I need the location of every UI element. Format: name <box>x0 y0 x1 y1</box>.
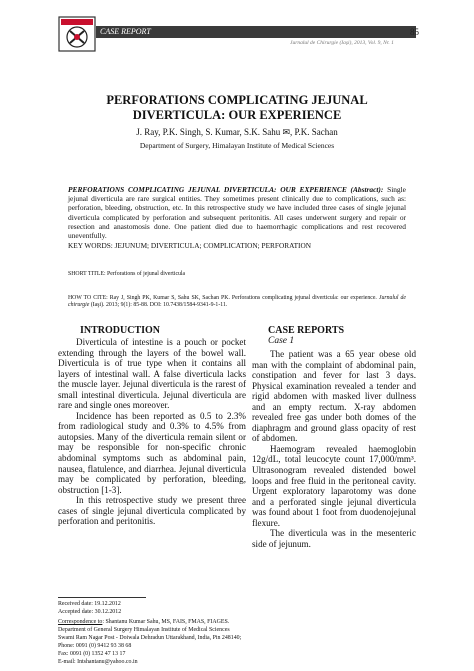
footer-address: Swami Ram Nagar Post - Doiwala Dehradun Uttarakhand, India, Pin 248140; <box>58 635 242 641</box>
cite-rest: (Iaşi). 2013; 9(1): 85-88. DOI: 10.7438/1584-9341-9-1-11. <box>90 302 228 309</box>
case-paragraph-3: The diverticula was in the mesenteric side of jejunum. <box>252 528 416 549</box>
intro-paragraph-2: Incidence has been reported as 0.5 to 2.3% from radiological study and 0.3% to 4.5% from autopsies. Many of the diverticula remain silent or may be responsible for non-specific chronic abdominal symptoms such as abdominal pain, nausea, flatulence, and diarrhea. Jejunal diverticula may be complicated by perforation, bleeding, obstruction [1-3]. <box>58 410 246 495</box>
introduction-heading: INTRODUCTION <box>80 325 161 336</box>
title-line-2: DIVERTICULA: OUR EXPERIENCE <box>132 108 342 122</box>
title-line-1: PERFORATIONS COMPLICATING JEJUNAL <box>106 93 368 107</box>
abstract-label: (Abstract): <box>350 185 384 194</box>
journal-logo <box>58 16 96 52</box>
how-to-cite <box>68 295 406 309</box>
received-date: Received date: 19.12.2012 <box>58 601 121 607</box>
intro-paragraph-3: In this retrospective study we present three cases of single jejunal diverticula complicated by perforation and peritonitis. <box>58 495 246 527</box>
case-reports-heading: CASE REPORTS <box>268 325 345 336</box>
case-paragraph-2: Haemogram revealed haemoglobin 12g/dL, total leucocyte count 17,000/mm³. Ultrasonogram revealed distended bowel loops and free fluid in the peritoneal cavity. Urgent exploratory laparotomy was done and a perforated single jejunal diverticula was found about 1 foot from duodenojejunal flexure. <box>252 443 416 528</box>
footer-department: Department of General Surgery Himalayan Institute of Medical Sciences <box>58 627 230 633</box>
accepted-date: Accepted date: 30.12.2012 <box>58 609 122 615</box>
case-reports-body <box>252 349 416 549</box>
journal-citation: Jurnalul de Chirurgie (Iaşi), 2013, Vol. 9, Nr. 1 <box>290 40 394 46</box>
section-label: CASE REPORT <box>100 27 151 36</box>
abstract <box>68 185 406 240</box>
correspondence <box>58 619 229 626</box>
introduction-body <box>58 337 246 527</box>
footer-email[interactable]: E-mail: Intshantanu@yahoo.co.in <box>58 659 138 665</box>
keywords: KEY WORDS: JEJUNUM; DIVERTICULA; COMPLICATION; PERFORATION <box>68 241 312 250</box>
correspondence-label: Correspondence to <box>58 619 103 625</box>
footer-phone: Phone: 0091 (0) 9412 93 38 68 <box>58 643 132 649</box>
case-paragraph-1: The patient was a 65 year obese old man with the complaint of abdominal pain, constipation and fever for last 3 days. Physical examination revealed a tender and rigid abdomen with masked liver dullness and an empty rectum. X-ray abdomen revealed free gas under both domes of the diaphragm and ground glass opacity of rest of abdomen. <box>252 349 416 444</box>
cite-journal: Jurnalul de chirurgie <box>68 295 406 309</box>
case-1-label: Case 1 <box>268 336 295 346</box>
abstract-title: PERFORATIONS COMPLICATING JEJUNAL DIVERTICULA: OUR EXPERIENCE <box>68 185 347 194</box>
article-title <box>80 93 394 123</box>
intro-paragraph-1: Diverticula of intestine is a pouch or pocket extending through the layers of the bowel wall. Diverticula is of true type when it contains all layers of intestinal wall. A false diverticula lacks the muscle layer. Jejunal diverticula is the rarest of small intestinal diverticula. Jejunal diverticula are rare and single ones moreover. <box>58 337 246 411</box>
authors: J. Ray, P.K. Singh, S. Kumar, S.K. Sahu ✉, P.K. Sachan <box>136 127 338 137</box>
department: Department of Surgery, Himalayan Institute of Medical Sciences <box>139 141 335 150</box>
short-title: SHORT TITLE: Perforations of jejunal diverticula <box>68 271 186 277</box>
abstract-text: Single jejunal diverticula are rare surgical entities. They sometimes present clinically due to complications, such as: perforation, bleeding, obstruction, etc. In this retrospective study we have included three cases of single jejunal diverticula complicated by perforation and subsequent peritonitis. All cases underwent surgery and repair or resection and anastomosis done. One patient died due to haemorrhagic complications and rest recovered uneventfully. <box>68 185 406 241</box>
cite-text: HOW TO CITE: Ray J, Singh PK, Kumar S, Sahu SK, Sachan PK. Perforations complicating jejunal diverticula: our experience. <box>68 295 377 301</box>
page-number: 85 <box>410 27 419 37</box>
footer-fax: Fax: 0091 (0) 1352 47 13 17 <box>58 651 126 657</box>
footer-rule <box>58 597 146 598</box>
correspondence-text: : Shantanu Kumar Sahu, MS, FAIS, FMAS, FIAGES. <box>102 619 230 625</box>
